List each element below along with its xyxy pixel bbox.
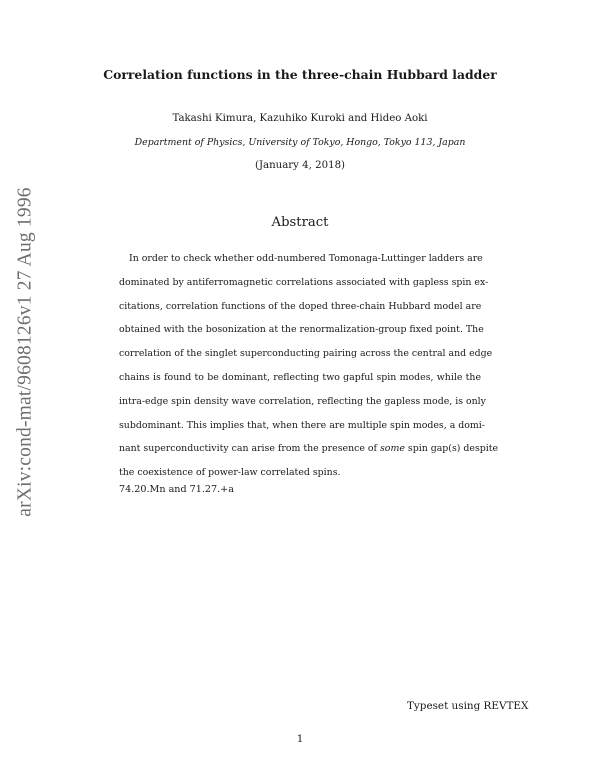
pacs-numbers: 74.20.Mn and 71.27.+a	[119, 484, 234, 495]
abstract-line: In order to check whether odd-numbered Tomonaga-Luttinger ladders are	[129, 253, 483, 264]
abstract-emphasis: some	[380, 443, 405, 455]
author-list: Takashi Kimura, Kazuhiko Kuroki and Hideo Aoki	[172, 113, 428, 124]
abstract-body	[119, 251, 499, 489]
paper-title: Correlation functions in the three-chain Hubbard ladder	[103, 67, 497, 82]
abstract-line-segment: nant superconductivity can arise from the presence of	[119, 443, 380, 455]
abstract-line: intra-edge spin density wave correlation, reflecting the gapless mode, is only	[119, 395, 486, 407]
abstract-line: the coexistence of power-law correlated spins.	[119, 467, 341, 479]
abstract-line: obtained with the bosonization at the renormalization-group fixed point. The	[119, 324, 484, 336]
abstract-line: citations, correlation functions of the doped three-chain Hubbard model are	[119, 300, 482, 312]
abstract-line	[119, 441, 499, 465]
paper-date: (January 4, 2018)	[254, 160, 346, 171]
arxiv-identifier-stamp	[8, 182, 44, 522]
typeset-note: Typeset using REVTEX	[407, 700, 529, 712]
abstract-line: correlation of the singlet superconducting pairing across the central and edge	[119, 348, 493, 360]
abstract-line: dominated by antiferromagnetic correlations associated with gapless spin ex-	[119, 276, 489, 288]
abstract-heading: Abstract	[271, 215, 329, 230]
abstract-line: chains is found to be dominant, reflecting two gapful spin modes, while the	[119, 371, 481, 383]
arxiv-identifier-text: arXiv:cond-mat/9608126v1 27 Aug 1996	[15, 187, 36, 517]
abstract-line-segment: spin gap(s) despite	[404, 443, 499, 455]
page-number: 1	[296, 733, 304, 745]
abstract-line: subdominant. This implies that, when there are multiple spin modes, a domi-	[119, 419, 485, 431]
author-affiliation: Department of Physics, University of Tokyo, Hongo, Tokyo 113, Japan	[134, 137, 466, 148]
